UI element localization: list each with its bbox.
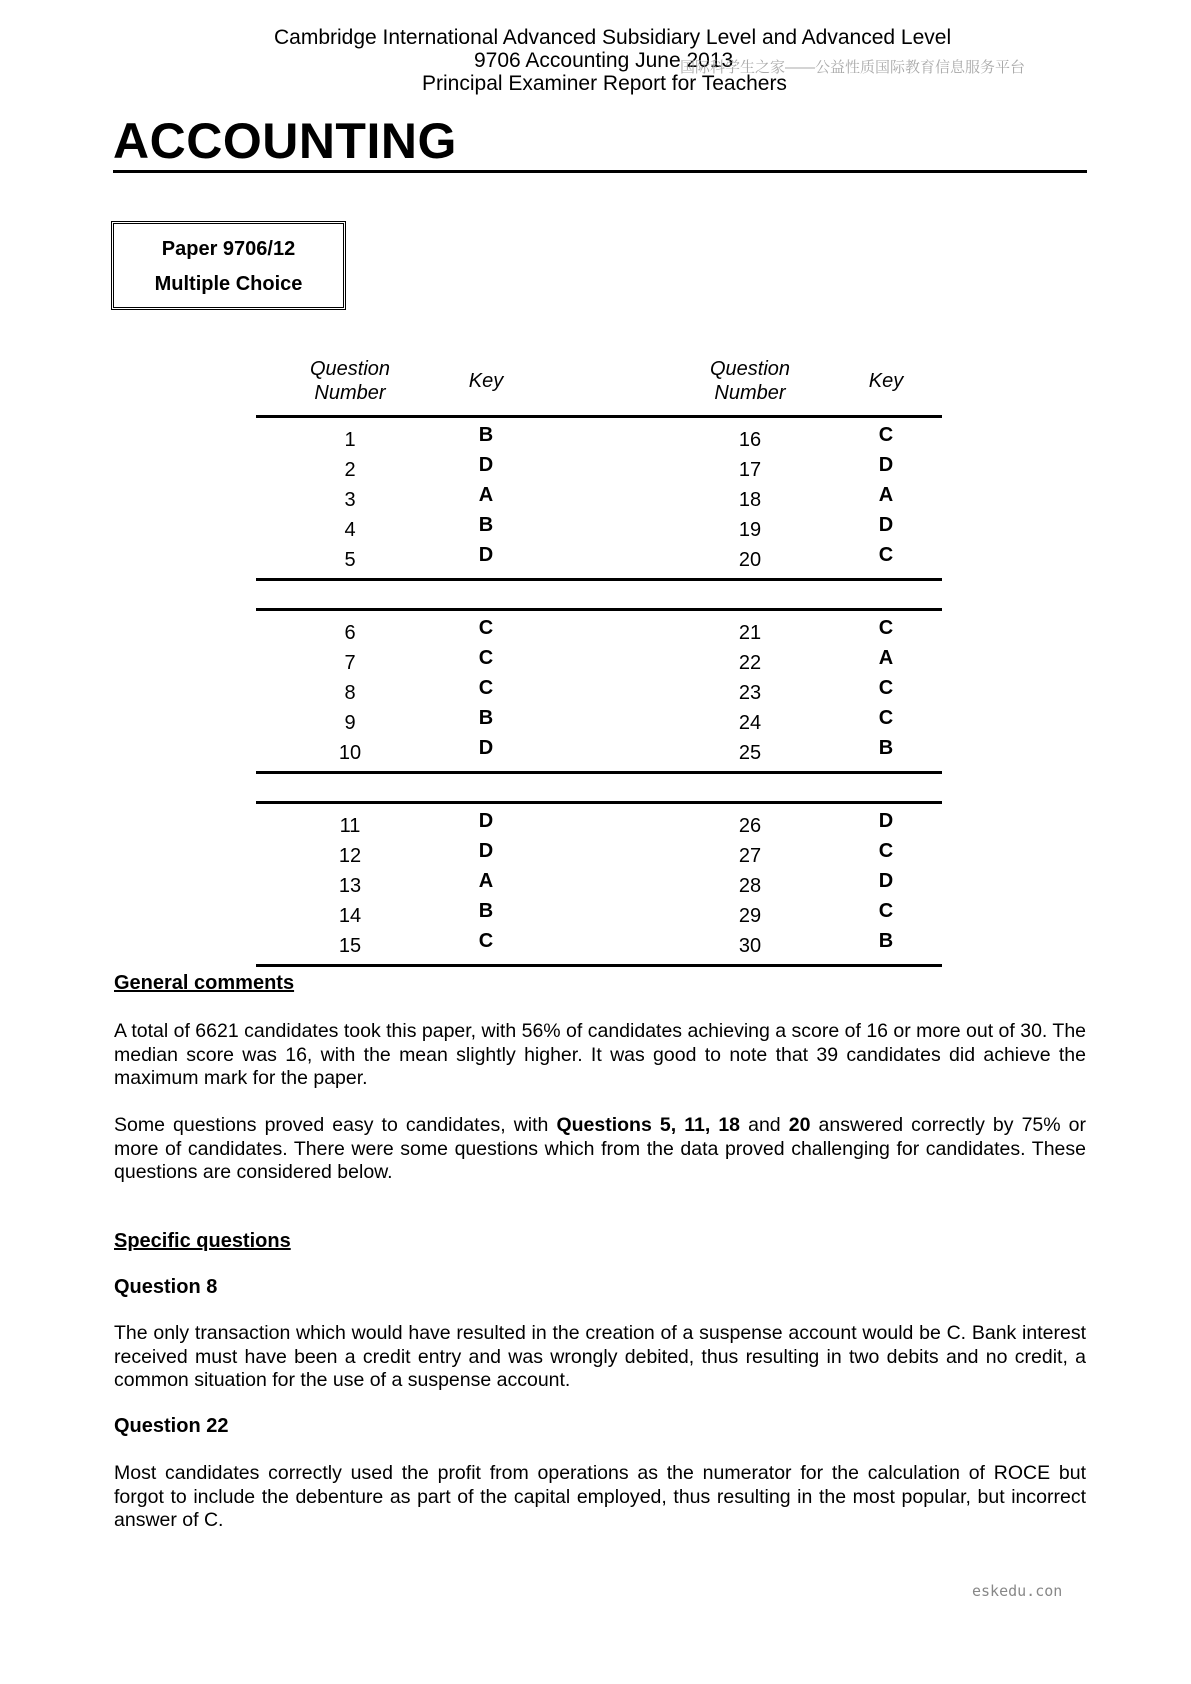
page-title: ACCOUNTING <box>113 113 457 169</box>
key-cell: C <box>878 677 894 699</box>
key-cell: A <box>478 870 494 892</box>
question-number-cell: 6 <box>344 622 356 644</box>
key-cell: C <box>478 677 494 699</box>
para-2-text-a: Some questions proved easy to candidates, with <box>114 1114 557 1136</box>
para-2-bold-questions: Questions 5, 11, 18 <box>556 1114 741 1136</box>
title-divider <box>113 170 1087 173</box>
key-cell: D <box>478 840 494 862</box>
key-cell: D <box>878 810 894 832</box>
question-number-cell: 22 <box>738 652 762 674</box>
key-cell: A <box>878 647 894 669</box>
table-row <box>256 647 942 677</box>
question-8-heading: Question 8 <box>114 1276 218 1298</box>
question-number-cell: 30 <box>738 935 762 957</box>
table-row <box>256 737 942 767</box>
answer-group <box>256 611 942 771</box>
key-cell: D <box>878 870 894 892</box>
key-cell: C <box>878 424 894 446</box>
question-number-cell: 2 <box>344 459 356 481</box>
general-comments-para-1 <box>114 1020 1086 1091</box>
header-question-number: Question Number <box>309 358 391 404</box>
question-number-cell: 3 <box>344 489 356 511</box>
key-cell: C <box>878 544 894 566</box>
key-cell: B <box>478 514 494 536</box>
key-cell: D <box>478 737 494 759</box>
key-cell: B <box>478 900 494 922</box>
question-number-cell: 15 <box>338 935 362 957</box>
table-rule <box>256 964 942 967</box>
key-cell: B <box>878 930 894 952</box>
table-row <box>256 840 942 870</box>
key-cell: C <box>878 707 894 729</box>
question-number-cell: 11 <box>339 815 361 837</box>
question-number-cell: 29 <box>738 905 762 927</box>
question-number-cell: 18 <box>738 489 762 511</box>
question-number-cell: 21 <box>738 622 762 644</box>
answer-group <box>256 418 942 578</box>
key-cell: B <box>878 737 894 759</box>
header-line-1: Cambridge International Advanced Subsidiary Level and Advanced Level <box>274 26 952 49</box>
key-cell: D <box>478 454 494 476</box>
key-cell: A <box>478 484 494 506</box>
table-row <box>256 424 942 454</box>
header-line-2: 9706 Accounting June 2013 <box>474 49 734 72</box>
table-row <box>256 484 942 514</box>
header-line-3: Principal Examiner Report for Teachers <box>422 72 787 95</box>
key-cell: C <box>478 617 494 639</box>
question-number-cell: 17 <box>738 459 762 481</box>
specific-questions-heading: Specific questions <box>114 1230 291 1252</box>
general-para-1-text: A total of 6621 candidates took this paper, with 56% of candidates achieving a score of 16 or more out of 30. The median score was 16, with the mean slightly higher. It was good to note that 39 candidates did achieve the maximum mark for the paper. <box>114 1020 1087 1089</box>
table-row <box>256 930 942 960</box>
key-cell: D <box>878 514 894 536</box>
table-row <box>256 707 942 737</box>
paper-type: Multiple Choice <box>154 273 303 295</box>
question-number-cell: 12 <box>338 845 362 867</box>
question-8-text: The only transaction which would have resulted in the creation of a suspense account would be C. Bank interest received must have been a credit entry and was wrongly debited, thus resulting in two debits and no credit, a common situation for the use of a suspense account. <box>114 1322 1086 1391</box>
group-spacer <box>256 774 942 801</box>
footer-site-mark: eskedu.con <box>972 1582 1063 1600</box>
header-key: Key <box>868 370 904 392</box>
key-cell: C <box>878 900 894 922</box>
watermark-text: 国际科学生之家——公益性质国际教育信息服务平台 <box>680 59 1026 76</box>
table-row <box>256 454 942 484</box>
group-spacer <box>256 581 942 608</box>
key-cell: C <box>478 930 494 952</box>
header-question-number: Question Number <box>709 358 791 404</box>
question-number-cell: 13 <box>338 875 362 897</box>
question-number-cell: 10 <box>338 742 362 764</box>
key-cell: D <box>878 454 894 476</box>
table-row <box>256 677 942 707</box>
general-para-2-text <box>114 1114 1086 1185</box>
question-number-cell: 20 <box>738 549 762 571</box>
question-number-cell: 27 <box>738 845 762 867</box>
key-cell: C <box>878 840 894 862</box>
key-cell: A <box>878 484 894 506</box>
question-number-cell: 16 <box>738 429 762 451</box>
question-number-cell: 9 <box>344 712 356 734</box>
answer-key-body <box>256 418 942 967</box>
question-number-cell: 4 <box>344 519 356 541</box>
key-cell: D <box>478 544 494 566</box>
question-number-cell: 1 <box>344 429 356 451</box>
general-comments-para-2 <box>114 1114 1086 1185</box>
table-row <box>256 870 942 900</box>
para-2-text-c: and <box>740 1114 789 1136</box>
question-number-cell: 24 <box>738 712 762 734</box>
key-cell: B <box>478 707 494 729</box>
question-number-cell: 5 <box>344 549 356 571</box>
question-22-heading: Question 22 <box>114 1415 229 1437</box>
key-cell: C <box>478 647 494 669</box>
header-key: Key <box>468 370 504 392</box>
answer-key-header <box>256 355 942 415</box>
key-cell: C <box>878 617 894 639</box>
question-number-cell: 8 <box>344 682 356 704</box>
paper-code: Paper 9706/12 <box>161 238 296 260</box>
question-number-cell: 25 <box>738 742 762 764</box>
table-row <box>256 617 942 647</box>
question-number-cell: 28 <box>738 875 762 897</box>
question-22-body <box>114 1462 1086 1533</box>
key-cell: B <box>478 424 494 446</box>
answer-group <box>256 804 942 964</box>
general-comments-heading: General comments <box>114 972 295 994</box>
question-number-cell: 19 <box>738 519 762 541</box>
answer-key-table <box>256 355 942 967</box>
key-cell: D <box>478 810 494 832</box>
paper-box <box>111 221 346 310</box>
table-row <box>256 544 942 574</box>
question-8-body <box>114 1322 1086 1393</box>
question-number-cell: 14 <box>338 905 362 927</box>
question-22-text: Most candidates correctly used the profit from operations as the numerator for the calculation of ROCE but forgot to include the debenture as part of the capital employed, thus resulting in the most popular, but incorrect answer of C. <box>114 1462 1086 1531</box>
para-2-bold-20: 20 <box>788 1114 811 1136</box>
table-row <box>256 900 942 930</box>
table-row <box>256 810 942 840</box>
table-row <box>256 514 942 544</box>
question-number-cell: 7 <box>344 652 356 674</box>
question-number-cell: 23 <box>738 682 762 704</box>
question-number-cell: 26 <box>738 815 762 837</box>
para-2-text-e: answered correctly by 75% or more of candidates. There were some questions which from the data proved challenging for candidates. These questions are considered below. <box>114 1114 1087 1183</box>
